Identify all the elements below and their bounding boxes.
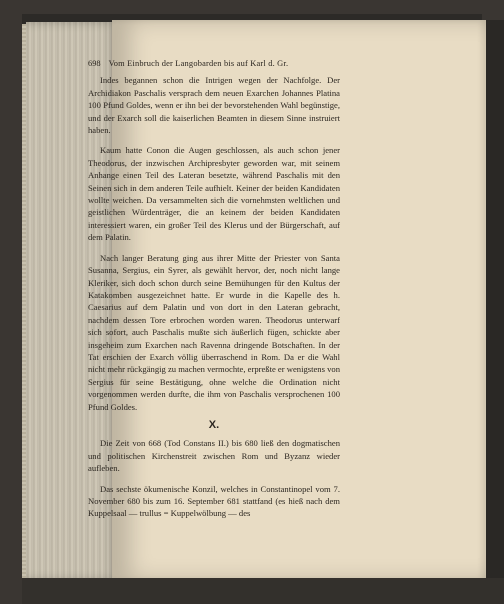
running-head-title: Vom Einbruch der Langobarden bis auf Karl d. Gr.	[108, 59, 289, 68]
paragraph-conon-death: Kaum hatte Conon die Augen geschlossen, als auch schon jener Theodorus, der inzwischen Archipresbyter geworden war, mit seinem Anhange einen Teil des Lateran besetzte, während Paschalis mit den Seinen sich in dem anderen Teile aufhielt. Keiner der beiden Kandidaten wollte weichen. Da versammelten sich die vornehmsten weltlichen und geistlichen Würdenträger, die an keinem der beiden Kandidaten interessiert waren, ein großer Teil des Klerus und der Bürgerschaft, auf dem Palatin.	[88, 145, 340, 243]
book-right-shadow	[486, 20, 504, 580]
section-heading: X.	[208, 418, 220, 431]
page-number: 698	[88, 59, 101, 68]
book-bottom-shadow	[22, 578, 504, 604]
paragraph-sixth-council: Das sechste ökumenische Konzil, welches in Constantinopel vom 7. November 680 bis zum 16. September 681 stattfand (es hieß nach dem Kuppelsaal — trullus = Kuppelwölbung — des	[88, 483, 340, 519]
page-content	[88, 58, 340, 520]
paragraph-sergius-election: Nach langer Beratung ging aus ihrer Mitte der Priester von Santa Susanna, Sergius, ein Syrer, als gewählt hervor, der, noch nicht lange Kleriker, sich doch schon durch seine Bemühungen für den Kultus der Katakomben ausgezeichnet hatte. Er wurde in die Kapelle des h. Caesarius auf dem Palatin und von dort in den Lateran gebracht, nachdem dessen Tore erbrochen worden waren. Theodorus unterwarf sich sofort, auch Paschalis mußte sich äußerlich fügen, schickte aber insgeheim zum Exarchen nach Ravenna dringende Botschaften. In der Tat erschien der Exarch völlig überraschend in Rom. Da er die Wahl nicht mehr rückgängig zu machen vermochte, erpreßte er wenigstens von Sergius für seine Bestätigung, ohne welche die Ordination nicht vorgenommen werden durfte, die ihm von Paschalis versprochenen 100 Pfund Goldes.	[88, 252, 340, 412]
paragraph-succession: Indes begannen schon die Intrigen wegen der Nachfolge. Der Archidiakon Paschalis versprach dem neuen Exarchen Johannes Platina 100 Pfund Goldes, wenn er ihn bei der bevorstehenden Wahl begünstige, und der Exarch soll die kaiserlichen Beamten in diesem Sinne instruiert haben.	[88, 75, 340, 136]
paragraph-church-dispute: Die Zeit von 668 (Tod Constans II.) bis 680 ließ den dogmatischen und politischen Kirchenstreit zwischen Rom und Byzanz wieder aufleben.	[88, 438, 340, 474]
running-head	[88, 58, 340, 70]
